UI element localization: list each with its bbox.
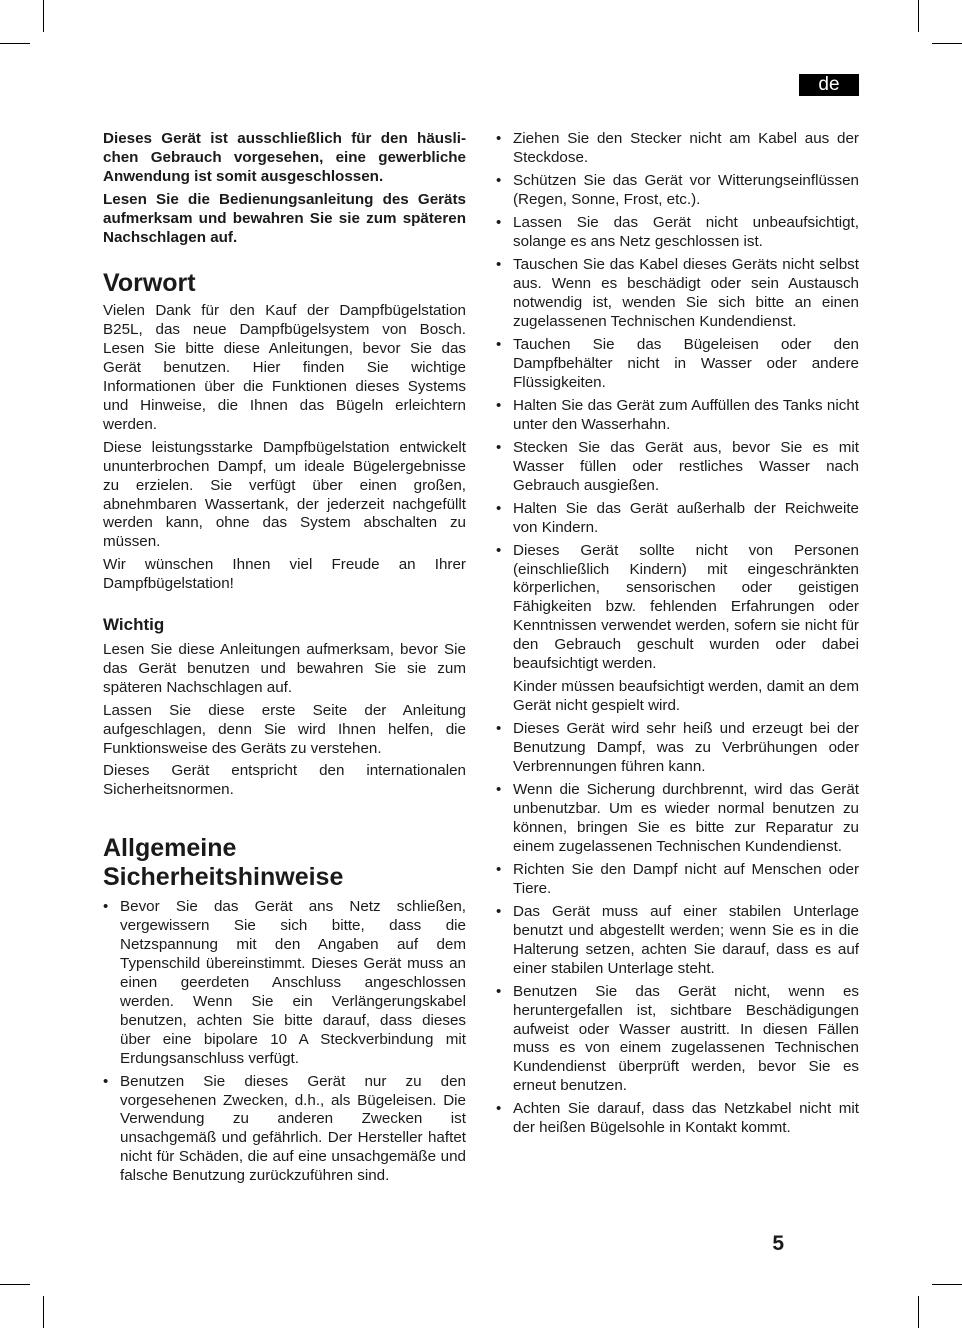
list-item-text: • Benutzen Sie dieses Gerät nur zu den vorgesehenen Zwecken, d.h., als Bügeleisen. Die Verwendung zu anderen Zwecken ist unsachgemäß und gefährlich. Der Hersteller haftet nicht für Schäden, die auf eine unsachgemäße und falsche Benutzung zurückzuführen sind. — [120, 1072, 466, 1185]
list-item — [496, 256, 859, 332]
safety-list-right — [496, 130, 859, 674]
list-item-text: • Richten Sie den Dampf nicht auf Menschen oder Tiere. — [513, 860, 859, 897]
list-item — [496, 336, 859, 393]
crop-mark — [43, 0, 44, 32]
subheading-wichtig: Wichtig — [103, 615, 165, 635]
right-column — [496, 130, 859, 1142]
intro-paragraph: Lesen Sie die Bedienungsanleitung des Geräts aufmerksam und bewahren Sie sie zum späteren Nachschlagen auf. — [103, 190, 466, 246]
list-item — [496, 720, 859, 777]
intro-paragraph: Dieses Gerät ist ausschließlich für den häusli-chen Gebrauch vorgesehen, eine gewerbliche Anwendung ist somit ausgeschlossen. — [103, 130, 466, 185]
list-item-text: • Benutzen Sie das Gerät nicht, wenn es heruntergefallen ist, sichtbare Beschädigungen aufweist oder Wasser austritt. In diesen Fällen muss es von einem zugelassenen Technischen Kundendienst überprüft werden, bevor Sie es erneut benutzen. — [513, 982, 859, 1095]
crop-mark — [918, 1296, 919, 1328]
safety-list-left — [103, 898, 466, 1186]
list-item — [496, 781, 859, 857]
list-item-text: • Halten Sie das Gerät zum Auffüllen des Tanks nicht unter den Wasserhahn. — [513, 396, 859, 433]
list-sub-paragraph: Kinder müssen beaufsichtigt werden, damit an dem Gerät nicht gespielt wird. — [513, 678, 859, 715]
list-item — [496, 397, 859, 435]
list-item — [496, 500, 859, 538]
list-item — [496, 439, 859, 496]
list-item-text: • Tauchen Sie das Bügeleisen oder den Dampfbehälter nicht in Wasser oder andere Flüssigkeiten. — [513, 335, 859, 391]
list-item — [496, 214, 859, 252]
list-item-text: • Dieses Gerät wird sehr heiß und erzeugt bei der Benutzung Dampf, was zu Verbrühungen oder Verbrennungen führen kann. — [513, 720, 859, 775]
list-item-text: • Halten Sie das Gerät außerhalb der Reichweite von Kindern. — [513, 499, 859, 536]
crop-mark — [932, 1284, 962, 1285]
crop-mark — [0, 43, 30, 44]
vorwort-paragraph: Vielen Dank für den Kauf der Dampfbügelstation B25L, das neue Dampfbügelsystem von Bosch. Lesen Sie bitte diese Anleitungen, bevor Sie das Gerät benutzen. Hier finden Sie wichtige Informationen über die Funktionen dieses Systems und Hinweise, die Ihnen das Bügeln erleichtern werden. — [103, 302, 466, 433]
list-item-text: • Dieses Gerät sollte nicht von Personen (einschließlich Kindern) mit eingeschränkten körperlichen, sensorischen oder geistigen Fähigkeiten bzw. fehlenden Erfahrungen oder Kenntnissen verwendet werden, sofern sie nicht für den Gebrauch geschult wurden oder dabei beaufsichtigt werden. — [513, 541, 859, 673]
list-item — [496, 861, 859, 899]
intro-block — [103, 130, 466, 247]
wichtig-paragraph: Lesen Sie diese Anleitungen aufmerksam, bevor Sie das Gerät benutzen und bewahren Sie sie zum späteren Nachschlagen auf. — [103, 641, 466, 696]
list-item-text: • Das Gerät muss auf einer stabilen Unterlage benutzt und abgestellt werden; wenn Sie es in die Halterung setzen, achten Sie darauf, dass es auf einer stabilen Unterlage steht. — [513, 902, 859, 977]
list-item-text: • Ziehen Sie den Stecker nicht am Kabel aus der Steckdose. — [513, 130, 859, 166]
wichtig-paragraph: Dieses Gerät entspricht den internationalen Sicherheitsnormen. — [103, 762, 466, 799]
section-heading-sicherheit — [103, 834, 466, 892]
heading-line: Sicherheitshinweise — [103, 863, 344, 892]
list-item — [496, 983, 859, 1096]
language-badge: de — [799, 74, 859, 96]
list-item-text: • Wenn die Sicherung durchbrennt, wird das Gerät unbenutzbar. Um es wieder normal benutzen zu können, bringen Sie es bitte zur Reparatur zu einem zugelassenen Technischen Kundendienst. — [513, 781, 859, 855]
list-item — [496, 903, 859, 979]
heading-line: Allgemeine — [103, 834, 237, 863]
list-item-text: • Tauschen Sie das Kabel dieses Geräts nicht selbst aus. Wenn es beschädigt oder sein Austausch notwendig ist, wenden Sie sich bitte an einen zugelassenen Technischen Kundendienst. — [513, 256, 859, 330]
crop-mark — [0, 1284, 30, 1285]
page-number: 5 — [772, 1232, 784, 1255]
crop-mark — [43, 1296, 44, 1328]
list-item — [496, 172, 859, 210]
wichtig-paragraph: Lassen Sie diese erste Seite der Anleitung aufgeschlagen, denn Sie wird Ihnen helfen, die Funktionsweise des Geräts zu verstehen. — [103, 701, 466, 757]
list-item-text: • Achten Sie darauf, dass das Netzkabel nicht mit der heißen Bügelsohle in Kontakt kommt. — [513, 1100, 859, 1137]
vorwort-paragraph: Diese leistungsstarke Dampfbügelstation entwickelt ununterbrochen Dampf, um ideale Bügelergebnisse zu erzielen. Sie verfügt über einen großen, abnehmbaren Wassertank, der jederzeit nachgefüllt werden kann, ohne das System abschalten zu müssen. — [103, 438, 466, 551]
list-item — [103, 898, 466, 1068]
left-column — [103, 130, 466, 1190]
list-item-text: • Bevor Sie das Gerät ans Netz schließen, vergewissern Sie sich bitte, dass die Netzspannung mit den Angaben auf dem Typenschild übereinstimmt. Dieses Gerät muss an einen geerdeten Anschluss angeschlossen werden. Wenn Sie ein Verlängerungskabel benutzen, achten Sie bitte darauf, dass dieses über eine bipolare 10 A Steckverbindung mit Erdungsanschluss verfügt. — [120, 898, 466, 1067]
list-item-text: • Lassen Sie das Gerät nicht unbeaufsichtigt, solange es ans Netz geschlossen ist. — [513, 214, 859, 250]
list-item — [496, 542, 859, 674]
list-item — [103, 1073, 466, 1186]
crop-mark — [932, 43, 962, 44]
crop-mark — [918, 0, 919, 32]
list-item — [496, 1100, 859, 1138]
list-item — [496, 130, 859, 168]
list-item-text: • Schützen Sie das Gerät vor Witterungseinflüssen (Regen, Sonne, Frost, etc.). — [513, 172, 859, 208]
safety-list-right-continued — [496, 720, 859, 1138]
vorwort-paragraph: Wir wünschen Ihnen viel Freude an Ihrer Dampfbügelstation! — [103, 556, 466, 593]
section-heading-vorwort: Vorwort — [103, 269, 196, 298]
list-item-text: • Stecken Sie das Gerät aus, bevor Sie es mit Wasser füllen oder restliches Wasser nach Gebrauch ausgießen. — [513, 438, 859, 494]
